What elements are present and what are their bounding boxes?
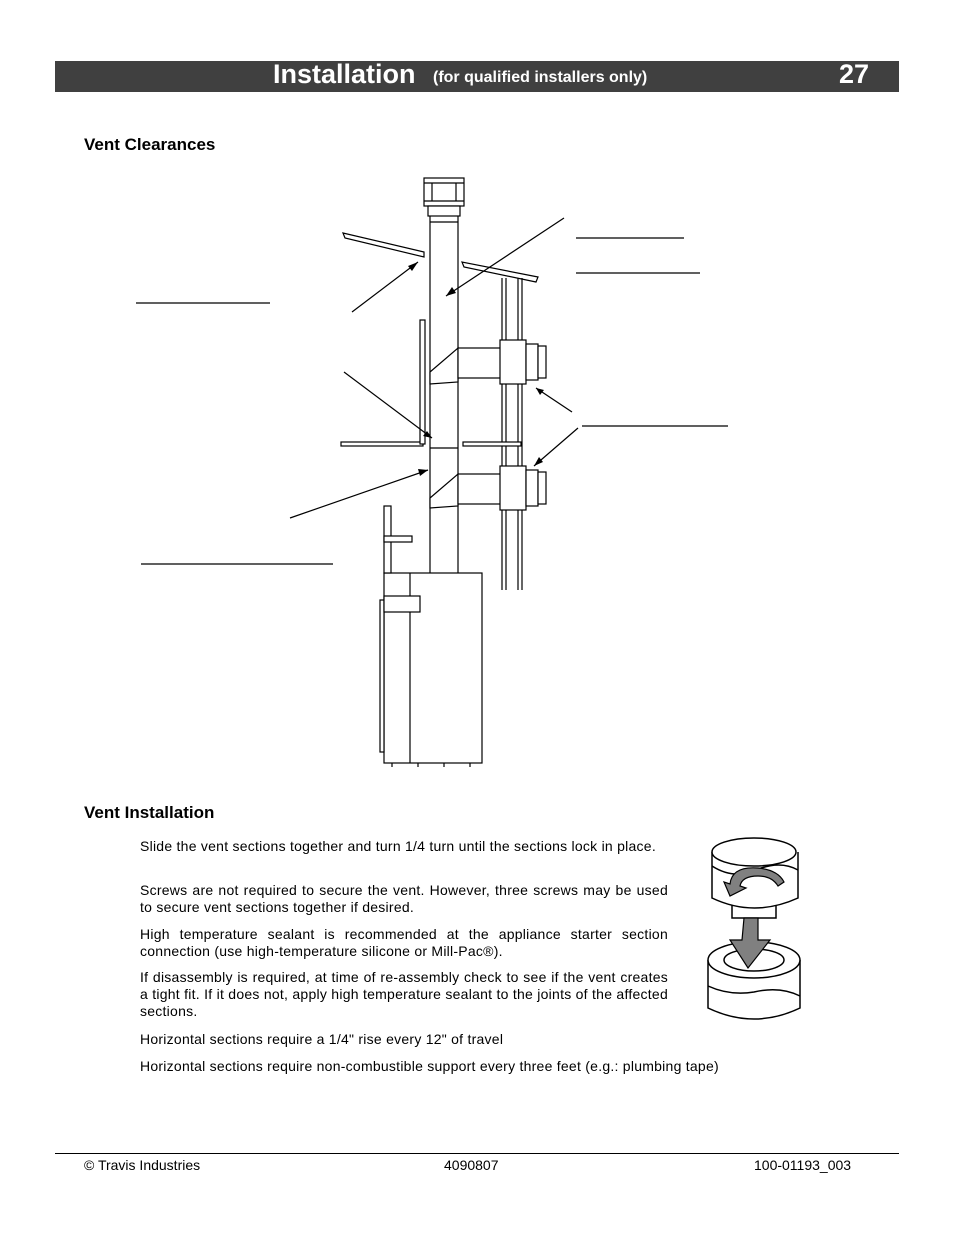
footer-copyright: © Travis Industries (84, 1157, 201, 1173)
lower-tee (430, 474, 458, 508)
page-number: 27 (838, 59, 869, 89)
vent-cap (424, 178, 464, 206)
footer-rule (55, 1153, 899, 1154)
floor-right (463, 442, 521, 446)
roof-right (462, 262, 538, 282)
page-title: Installation (273, 59, 416, 89)
paragraph: Slide the vent sections together and turn 1/4 turn until the sections lock in place. (140, 838, 656, 854)
roof-left (343, 233, 424, 257)
paragraph: If disassembly is required, at time of re-assembly check to see if the vent creates a tight fit. If it does not, apply high temperature sealant to the joints of the affected sections. (140, 969, 668, 1019)
footer-code: 4090807 (444, 1157, 499, 1173)
upper-tee (430, 348, 458, 384)
floor-left (341, 442, 423, 446)
vent-installation-heading: Vent Installation (84, 803, 215, 822)
footer-doc-number: 100-01193_003 (754, 1157, 852, 1173)
paragraph: Screws are not required to secure the vent. However, three screws may be used to secure vent sections together if desired. (140, 882, 668, 915)
paragraph: Horizontal sections require a 1/4" rise every 12" of travel (140, 1031, 504, 1047)
vent-clearances-heading: Vent Clearances (84, 135, 216, 154)
page-subtitle: (for qualified installers only) (433, 69, 648, 86)
paragraph: High temperature sealant is recommended at the appliance starter section connection (use high-temperature silicone or Mill-Pac®). (140, 926, 668, 959)
twist-lock-illustration (700, 836, 810, 1026)
paragraph: Horizontal sections require non-combustible support every three feet (e.g.: plumbing tape) (140, 1058, 719, 1074)
